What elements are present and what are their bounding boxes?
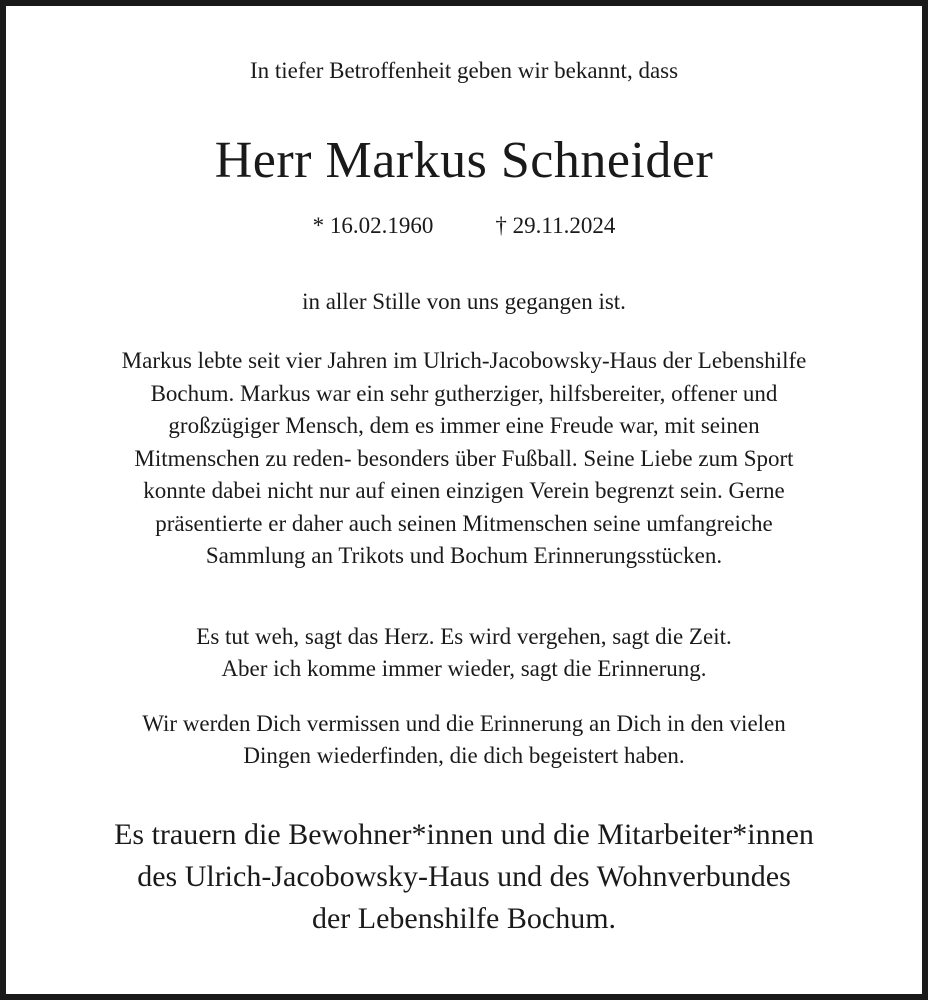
life-dates (6, 209, 922, 243)
quote-line: Aber ich komme immer wieder, sagt die Erinnerung. (221, 656, 707, 681)
intro-text: In tiefer Betroffenheit geben wir bekannt, dass (249, 58, 679, 83)
biography-line: Mitmenschen zu reden- besonders über Fußball. Seine Liebe zum Sport (134, 445, 794, 471)
biography-line: Markus lebte seit vier Jahren im Ulrich-Jacobowsky-Haus der Lebenshilfe (121, 348, 807, 373)
memorial-quote (6, 621, 922, 685)
deceased-name: Herr Markus Schneider (214, 132, 714, 189)
mourners-line: der Lebenshilfe Bochum. (311, 902, 617, 935)
biography-paragraph (6, 345, 922, 573)
mourners-line: des Ulrich-Jacobowsky-Haus und des Wohnverbundes (137, 860, 791, 893)
biography-line: großzügiger Mensch, dem es immer eine Freude war, mit seinen (168, 413, 760, 438)
death-date: † 29.11.2024 (495, 213, 616, 238)
birth-date: * 16.02.1960 (312, 213, 434, 238)
biography-line: Sammlung an Trikots und Bochum Erinnerungsstücken. (205, 543, 723, 568)
farewell-line: Wir werden Dich vermissen und die Erinnerung an Dich in den vielen (142, 711, 786, 736)
passed-text: in aller Stille von uns gegangen ist. (302, 289, 626, 314)
quote-line: Es tut weh, sagt das Herz. Es wird vergehen, sagt die Zeit. (196, 624, 732, 649)
farewell-line: Dingen wiederfinden, die dich begeistert haben. (243, 743, 685, 768)
biography-line: präsentierte er daher auch seinen Mitmenschen seine umfangreiche (155, 510, 773, 536)
biography-line: Bochum. Markus war ein sehr gutherziger, hilfsbereiter, offener und (150, 380, 778, 406)
mourners-line: Es trauern die Bewohner*innen und die Mitarbeiter*innen (114, 818, 814, 851)
farewell-paragraph (6, 708, 922, 772)
mourners-block (6, 814, 922, 940)
biography-line: konnte dabei nicht nur auf einen einzigen Verein begrenzt sein. Gerne (143, 478, 785, 503)
